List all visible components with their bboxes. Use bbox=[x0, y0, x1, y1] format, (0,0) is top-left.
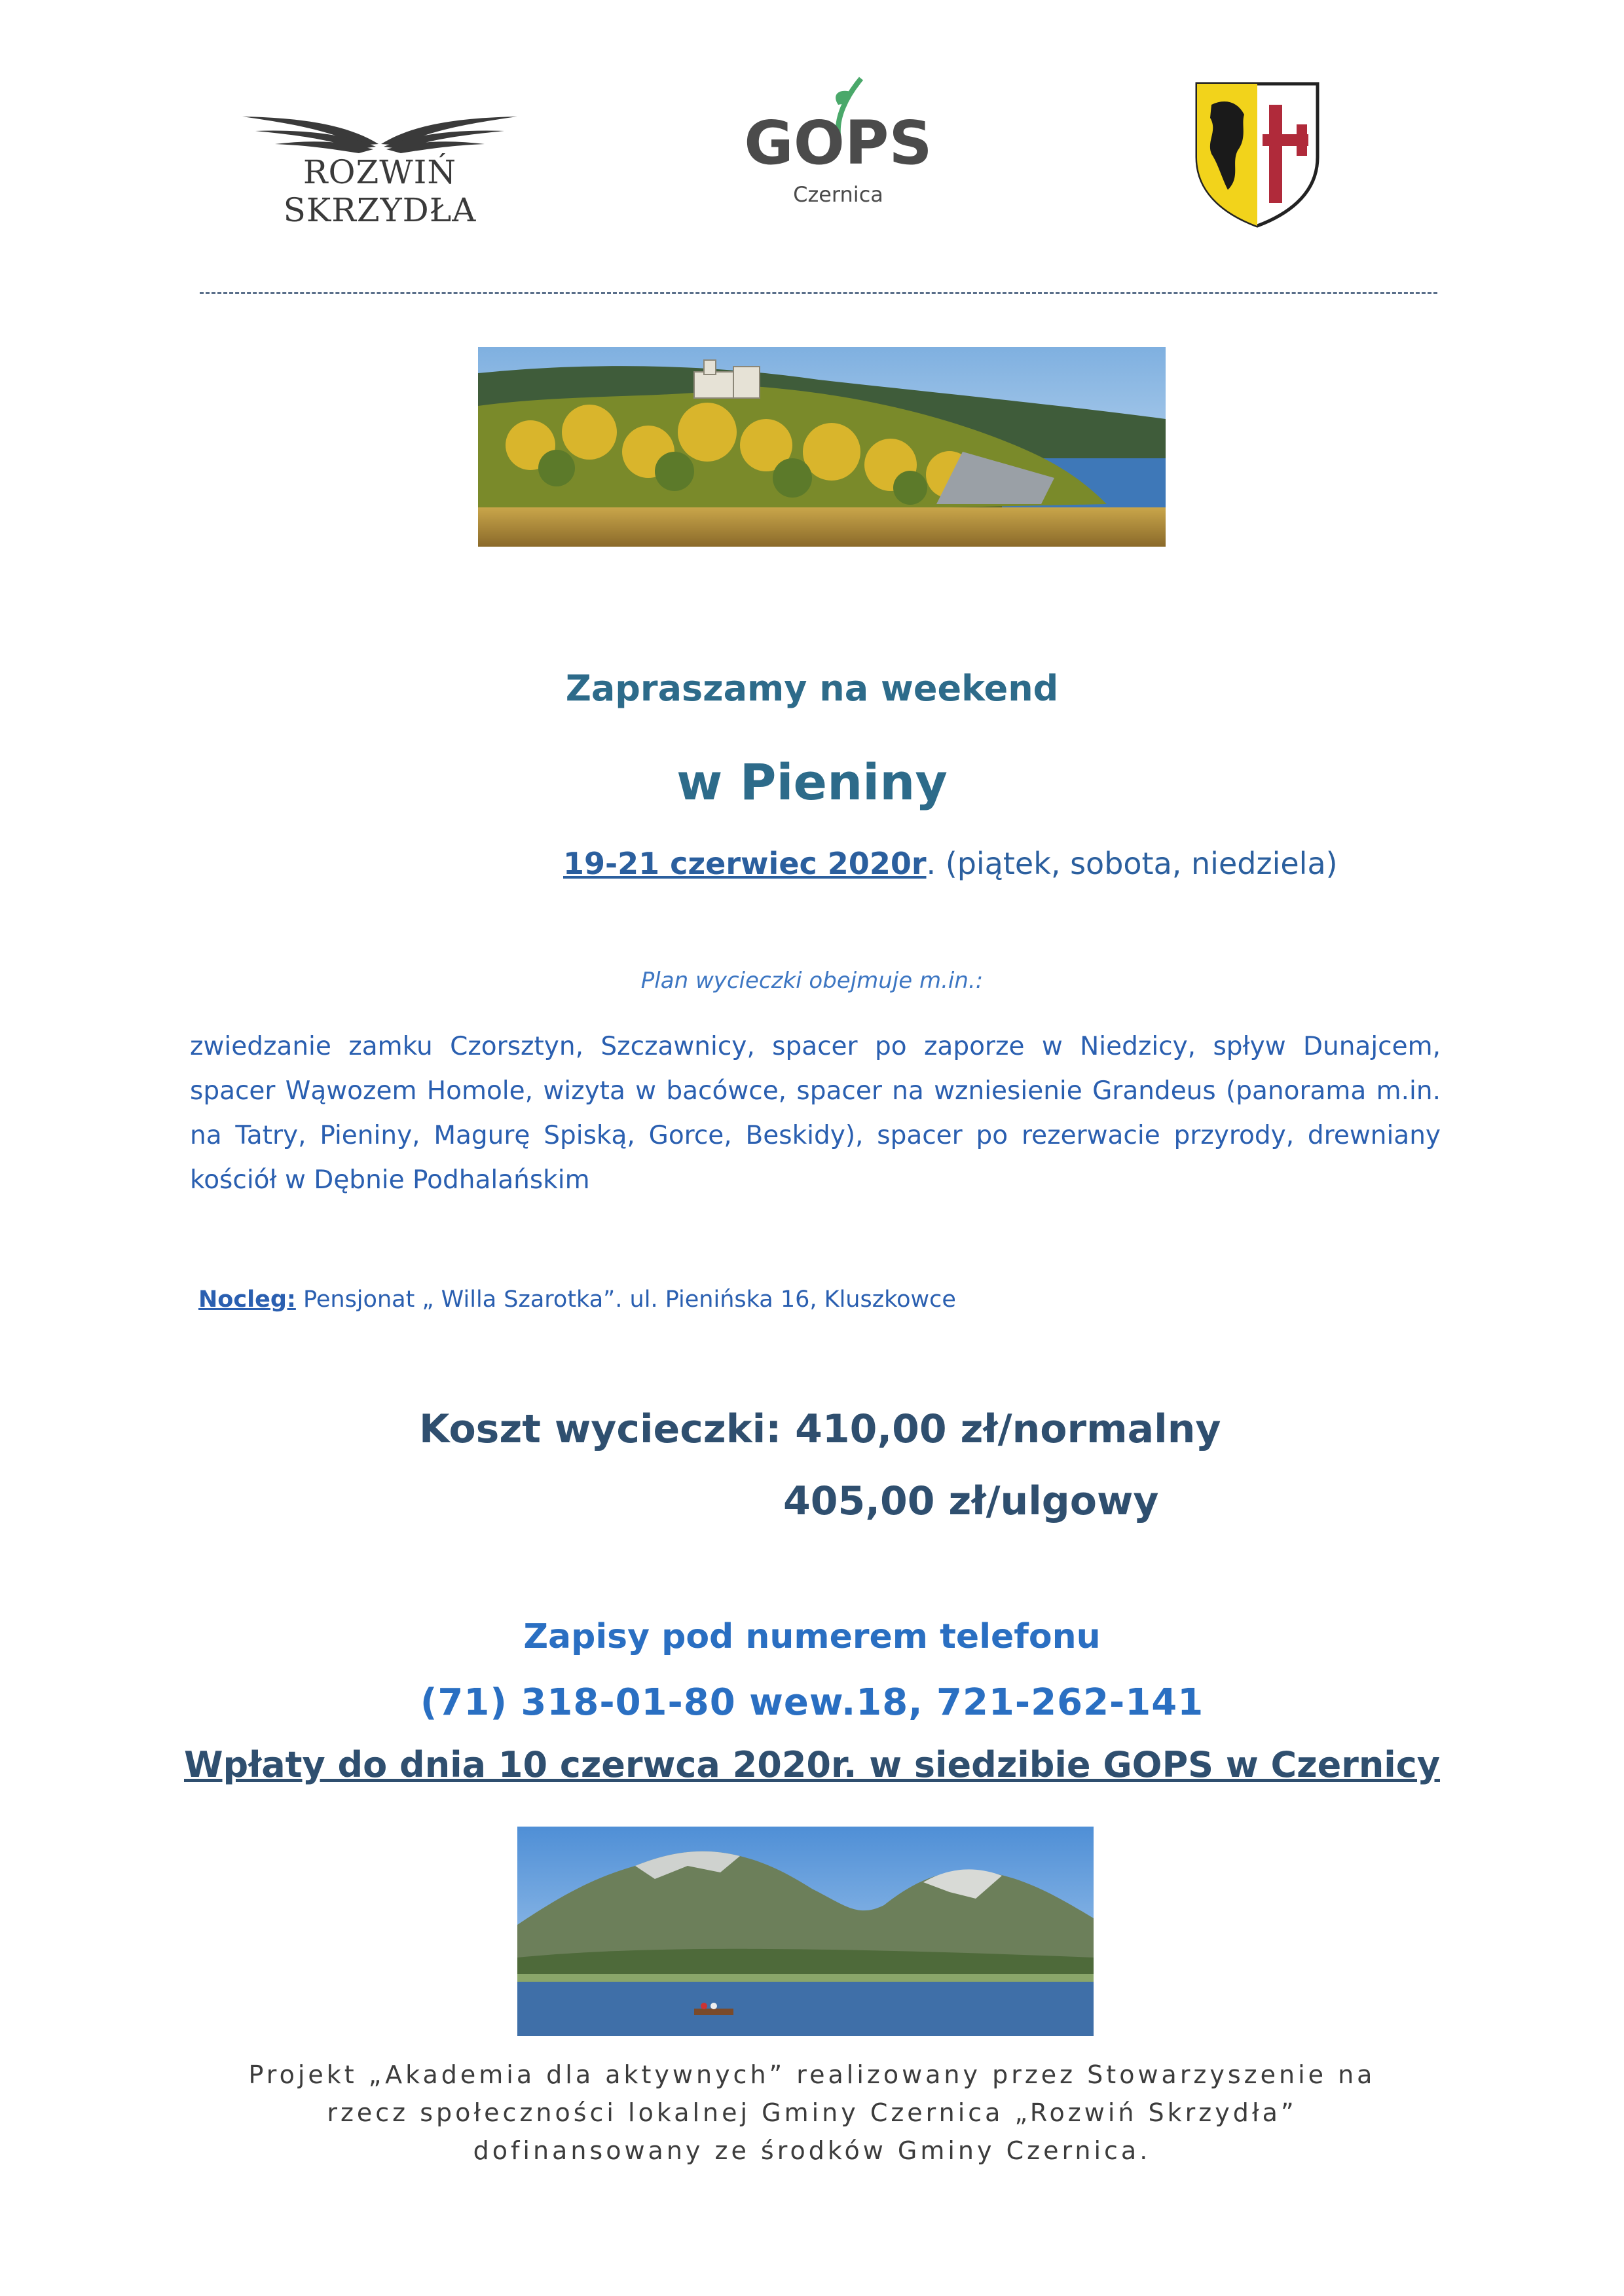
date-line bbox=[563, 846, 1338, 881]
date-range: 19-21 czerwiec 2020r bbox=[563, 846, 927, 881]
mountain-lake-photo bbox=[517, 1827, 1094, 2036]
payment-deadline: Wpłaty do dnia 10 czerwca 2020r. w siedzibie GOPS w Czernicy bbox=[183, 1744, 1441, 1785]
signup-phones: (71) 318-01-80 wew.18, 721-262-141 bbox=[420, 1681, 1204, 1724]
destination-title: w Pieniny bbox=[676, 753, 948, 811]
date-days: . (piątek, sobota, niedziela) bbox=[926, 846, 1338, 881]
header-divider bbox=[200, 292, 1437, 294]
cost-reduced: 405,00 zł/ulgowy bbox=[783, 1478, 1159, 1524]
castle-landscape-photo bbox=[478, 347, 1166, 547]
gops-logo-subtext: Czernica bbox=[793, 182, 883, 207]
footer-line-2: rzecz społeczności lokalnej Gminy Czernica „Rozwiń Skrzydła” bbox=[327, 2098, 1297, 2127]
lodging-value: Pensjonat „ Willa Szarotka”. ul. Pienińska 16, Kluszkowce bbox=[295, 1286, 956, 1313]
wings-icon bbox=[229, 98, 530, 157]
mountain-lake-image bbox=[517, 1827, 1094, 2036]
cost-normal: Koszt wycieczki: 410,00 zł/normalny bbox=[419, 1406, 1221, 1452]
gops-logo-text: GOPS bbox=[744, 108, 932, 178]
project-footer bbox=[0, 2056, 1624, 2170]
lodging-label: Nocleg: bbox=[198, 1286, 296, 1313]
rozwin-skrzydla-logo bbox=[229, 98, 530, 229]
plan-description: zwiedzanie zamku Czorsztyn, Szczawnicy, spacer po zaporze w Niedzicy, spływ Dunajcem, spacer Wąwozem Homole, wizyta w bacówce, spacer na wzniesienie Grandeus (panorama m.in. na Tatry, Pieniny, Magurę Spiską, Gorce, Beskidy), spacer po rezerwacie przyrody, drewniany kościół w Dębnie Podhalańskim bbox=[190, 1032, 1441, 1195]
lodging-line bbox=[198, 1286, 956, 1313]
gops-logo bbox=[740, 72, 936, 210]
castle-landscape-image bbox=[478, 347, 1166, 547]
footer-line-3: dofinansowany ze środków Gminy Czernica. bbox=[473, 2136, 1151, 2165]
signup-title: Zapisy pod numerem telefonu bbox=[523, 1617, 1101, 1656]
footer-line-1: Projekt „Akademia dla aktywnych” realizowany przez Stowarzyszenie na bbox=[248, 2060, 1376, 2089]
coat-of-arms bbox=[1192, 79, 1323, 229]
invitation-line: Zapraszamy na weekend bbox=[565, 668, 1059, 709]
coat-of-arms-icon bbox=[1192, 79, 1323, 229]
plan-label: Plan wycieczki obejmuje m.in.: bbox=[640, 968, 984, 994]
rozwin-logo-text: ROZWIŃ SKRZYDŁA bbox=[283, 153, 477, 229]
